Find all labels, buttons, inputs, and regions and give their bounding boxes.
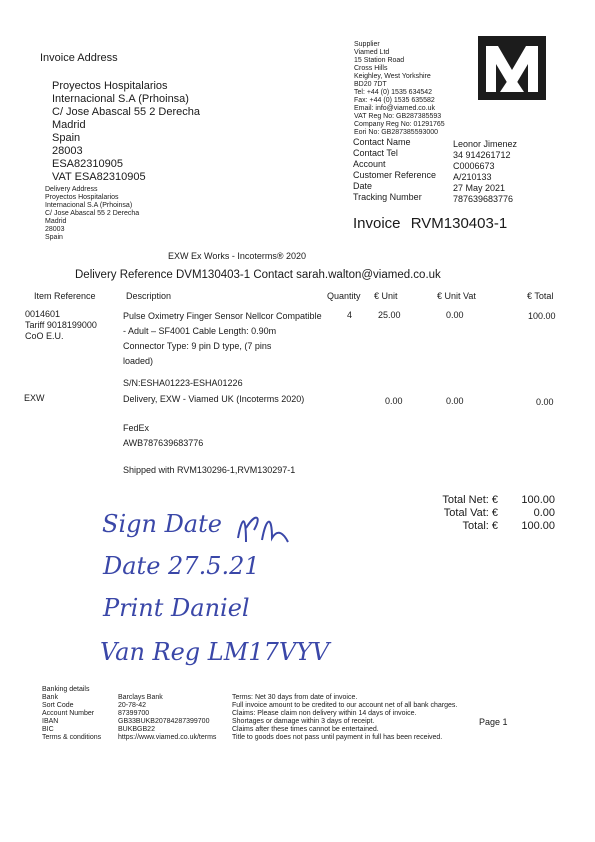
total-value: 100.00 [521,494,555,506]
banking-label: Sort Code [42,702,74,709]
invoice-address-line: VAT ESA82310905 [52,171,146,183]
item-total: 100.00 [528,311,556,321]
supplier-line: Company Reg No: 01291765 [354,121,445,128]
contact-value: 27 May 2021 [453,183,506,193]
delivery-row-desc: Delivery, EXW - Viamed UK (Incoterms 2020) [123,394,305,404]
supplier-line: Cross Hills [354,65,388,72]
invoice-address-block [52,80,200,184]
serial-numbers: S/N:ESHA01223-ESHA01226 [123,378,243,388]
supplier-line: Supplier [354,41,380,48]
supplier-line: Keighley, West Yorkshire [354,73,431,80]
terms-line: Claims after these times cannot be entertained. [232,726,379,733]
banking-value: GB33BUKB20784287399700 [118,718,210,725]
contact-info-labels [353,137,436,203]
handwritten-sign-date: Sign Date [102,510,222,538]
invoice-address-line: Proyectos Hospitalarios [52,80,168,92]
contact-value: Leonor Jimenez [453,139,518,149]
invoice-address-line: C/ Jose Abascal 55 2 Derecha [52,106,200,118]
delivery-address-line: C/ Jose Abascal 55 2 Derecha [45,210,140,217]
contact-value: 787639683776 [453,194,514,204]
delivery-row-total: 0.00 [536,397,554,407]
carrier-block [123,421,203,451]
total-value: 100.00 [521,520,555,532]
invoice-number: RVM130403-1 [410,215,508,232]
viamed-logo [478,36,546,100]
invoice-address-heading: Invoice Address [40,52,118,64]
item-desc-line: Pulse Oximetry Finger Sensor Nellcor Compatible [123,311,322,321]
banking-labels [42,694,101,742]
total-label: Total Vat: € [443,507,498,519]
invoice-title [353,215,507,233]
banking-label: Terms & conditions [42,734,102,741]
item-desc-line: loaded) [123,356,154,366]
carrier-line: FedEx [123,423,150,433]
banking-label: BIC [42,726,54,733]
totals-labels [418,494,498,533]
header-item-reference: Item Reference [34,291,96,301]
delivery-row-ref: EXW [24,393,45,403]
contact-value: A/210133 [453,172,492,182]
banking-heading: Banking details [42,686,90,693]
invoice-address-line: ESA82310905 [52,158,123,170]
supplier-line: 15 Station Road [354,57,405,64]
item-reference [25,309,97,342]
item-ref-line: 0014601 [25,309,61,319]
item-desc-line: Connector Type: 9 pin D type, (7 pins [123,341,272,351]
delivery-address-line: 28003 [45,226,65,233]
delivery-address-block [45,186,139,242]
supplier-line: Tel: +44 (0) 1535 634542 [354,89,433,96]
handwritten-van-reg: Van Reg LM17VYV [100,638,330,666]
delivery-reference: Delivery Reference DVM130403-1 Contact sarah.walton@viamed.co.uk [75,269,441,281]
total-label: Total Net: € [442,494,498,506]
contact-label: Contact Name [353,137,411,147]
header-quantity: Quantity [327,291,361,301]
invoice-address-line: Spain [52,132,81,144]
terms-line: Claims: Please claim non delivery within 14 days of invoice. [232,710,417,717]
banking-label: Account Number [42,710,95,717]
invoice-label: Invoice [353,215,401,232]
delivery-address-line: Spain [45,234,63,241]
total-value: 0.00 [533,507,555,519]
totals-values [500,494,555,533]
supplier-line: Eori No: GB287385593000 [354,129,439,136]
handwritten-date: Date 27.5.21 [103,552,260,580]
contact-label: Date [353,181,373,191]
item-unit-vat: 0.00 [446,310,464,320]
invoice-address-line: Madrid [52,119,86,131]
supplier-line: BD20 7DT [354,81,387,88]
supplier-line: Fax: +44 (0) 1535 635582 [354,97,435,104]
total-label: Total: € [462,520,498,532]
item-ref-line: Tariff 9018199000 [25,320,97,330]
delivery-address-line: Madrid [45,218,67,225]
invoice-address-line: Internacional S.A (Prhoinsa) [52,93,189,105]
contact-value: C0006673 [453,161,495,171]
table-header-row [0,291,595,303]
terms-line: Full invoice amount to be credited to our account net of all bank charges. [232,702,458,709]
banking-value: BUKBGB22 [118,726,155,733]
header-description: Description [126,291,172,301]
terms-line: Title to goods does not pass until payment in full has been received. [232,734,443,741]
header-unit-vat: € Unit Vat [437,291,476,301]
item-quantity: 4 [347,310,353,320]
supplier-line: VAT Reg No: GB287385593 [354,113,442,120]
banking-link[interactable]: https://www.viamed.co.uk/terms [118,734,217,741]
contact-info-values [453,139,517,205]
handwritten-print-name: Print Daniel [103,594,250,622]
banking-label: Bank [42,694,58,701]
delivery-address-line: Proyectos Hospitalarios [45,194,119,201]
delivery-address-line: Internacional S.A (Prhoinsa) [45,202,133,209]
contact-label: Customer Reference [353,170,437,180]
carrier-line: AWB787639683776 [123,438,204,448]
terms-block [232,694,457,742]
incoterms-line: EXW Ex Works - Incoterms® 2020 [168,251,307,261]
contact-label: Contact Tel [353,148,398,158]
contact-value: 34 914261712 [453,150,511,160]
supplier-block [354,41,445,137]
item-description [123,309,322,369]
header-unit: € Unit [374,291,398,301]
banking-value: 87399700 [118,710,150,717]
handwritten-signature [232,508,292,553]
delivery-row-unit-vat: 0.00 [446,396,464,406]
banking-value: 20-78-42 [118,702,147,709]
terms-line: Shortages or damage within 3 days of receipt. [232,718,375,725]
contact-label: Account [353,159,386,169]
banking-values [118,694,216,742]
terms-line: Terms: Net 30 days from date of invoice. [232,694,358,701]
logo-m-icon [478,36,546,100]
banking-label: IBAN [42,718,59,725]
contact-label: Tracking Number [353,192,422,202]
item-unit: 25.00 [378,310,401,320]
delivery-row-unit: 0.00 [385,396,403,406]
delivery-address-line: Delivery Address [45,186,98,193]
supplier-line: Viamed Ltd [354,49,390,56]
item-desc-line: - Adult – SF4001 Cable Length: 0.90m [123,326,277,336]
shipped-with: Shipped with RVM130296-1,RVM130297-1 [123,465,296,475]
banking-value: Barclays Bank [118,694,163,701]
supplier-line: Email: info@viamed.co.uk [354,105,436,112]
page-number: Page 1 [479,717,508,727]
item-ref-line: CoO E.U. [25,331,64,341]
header-total: € Total [527,291,554,301]
invoice-address-line: 28003 [52,145,83,157]
